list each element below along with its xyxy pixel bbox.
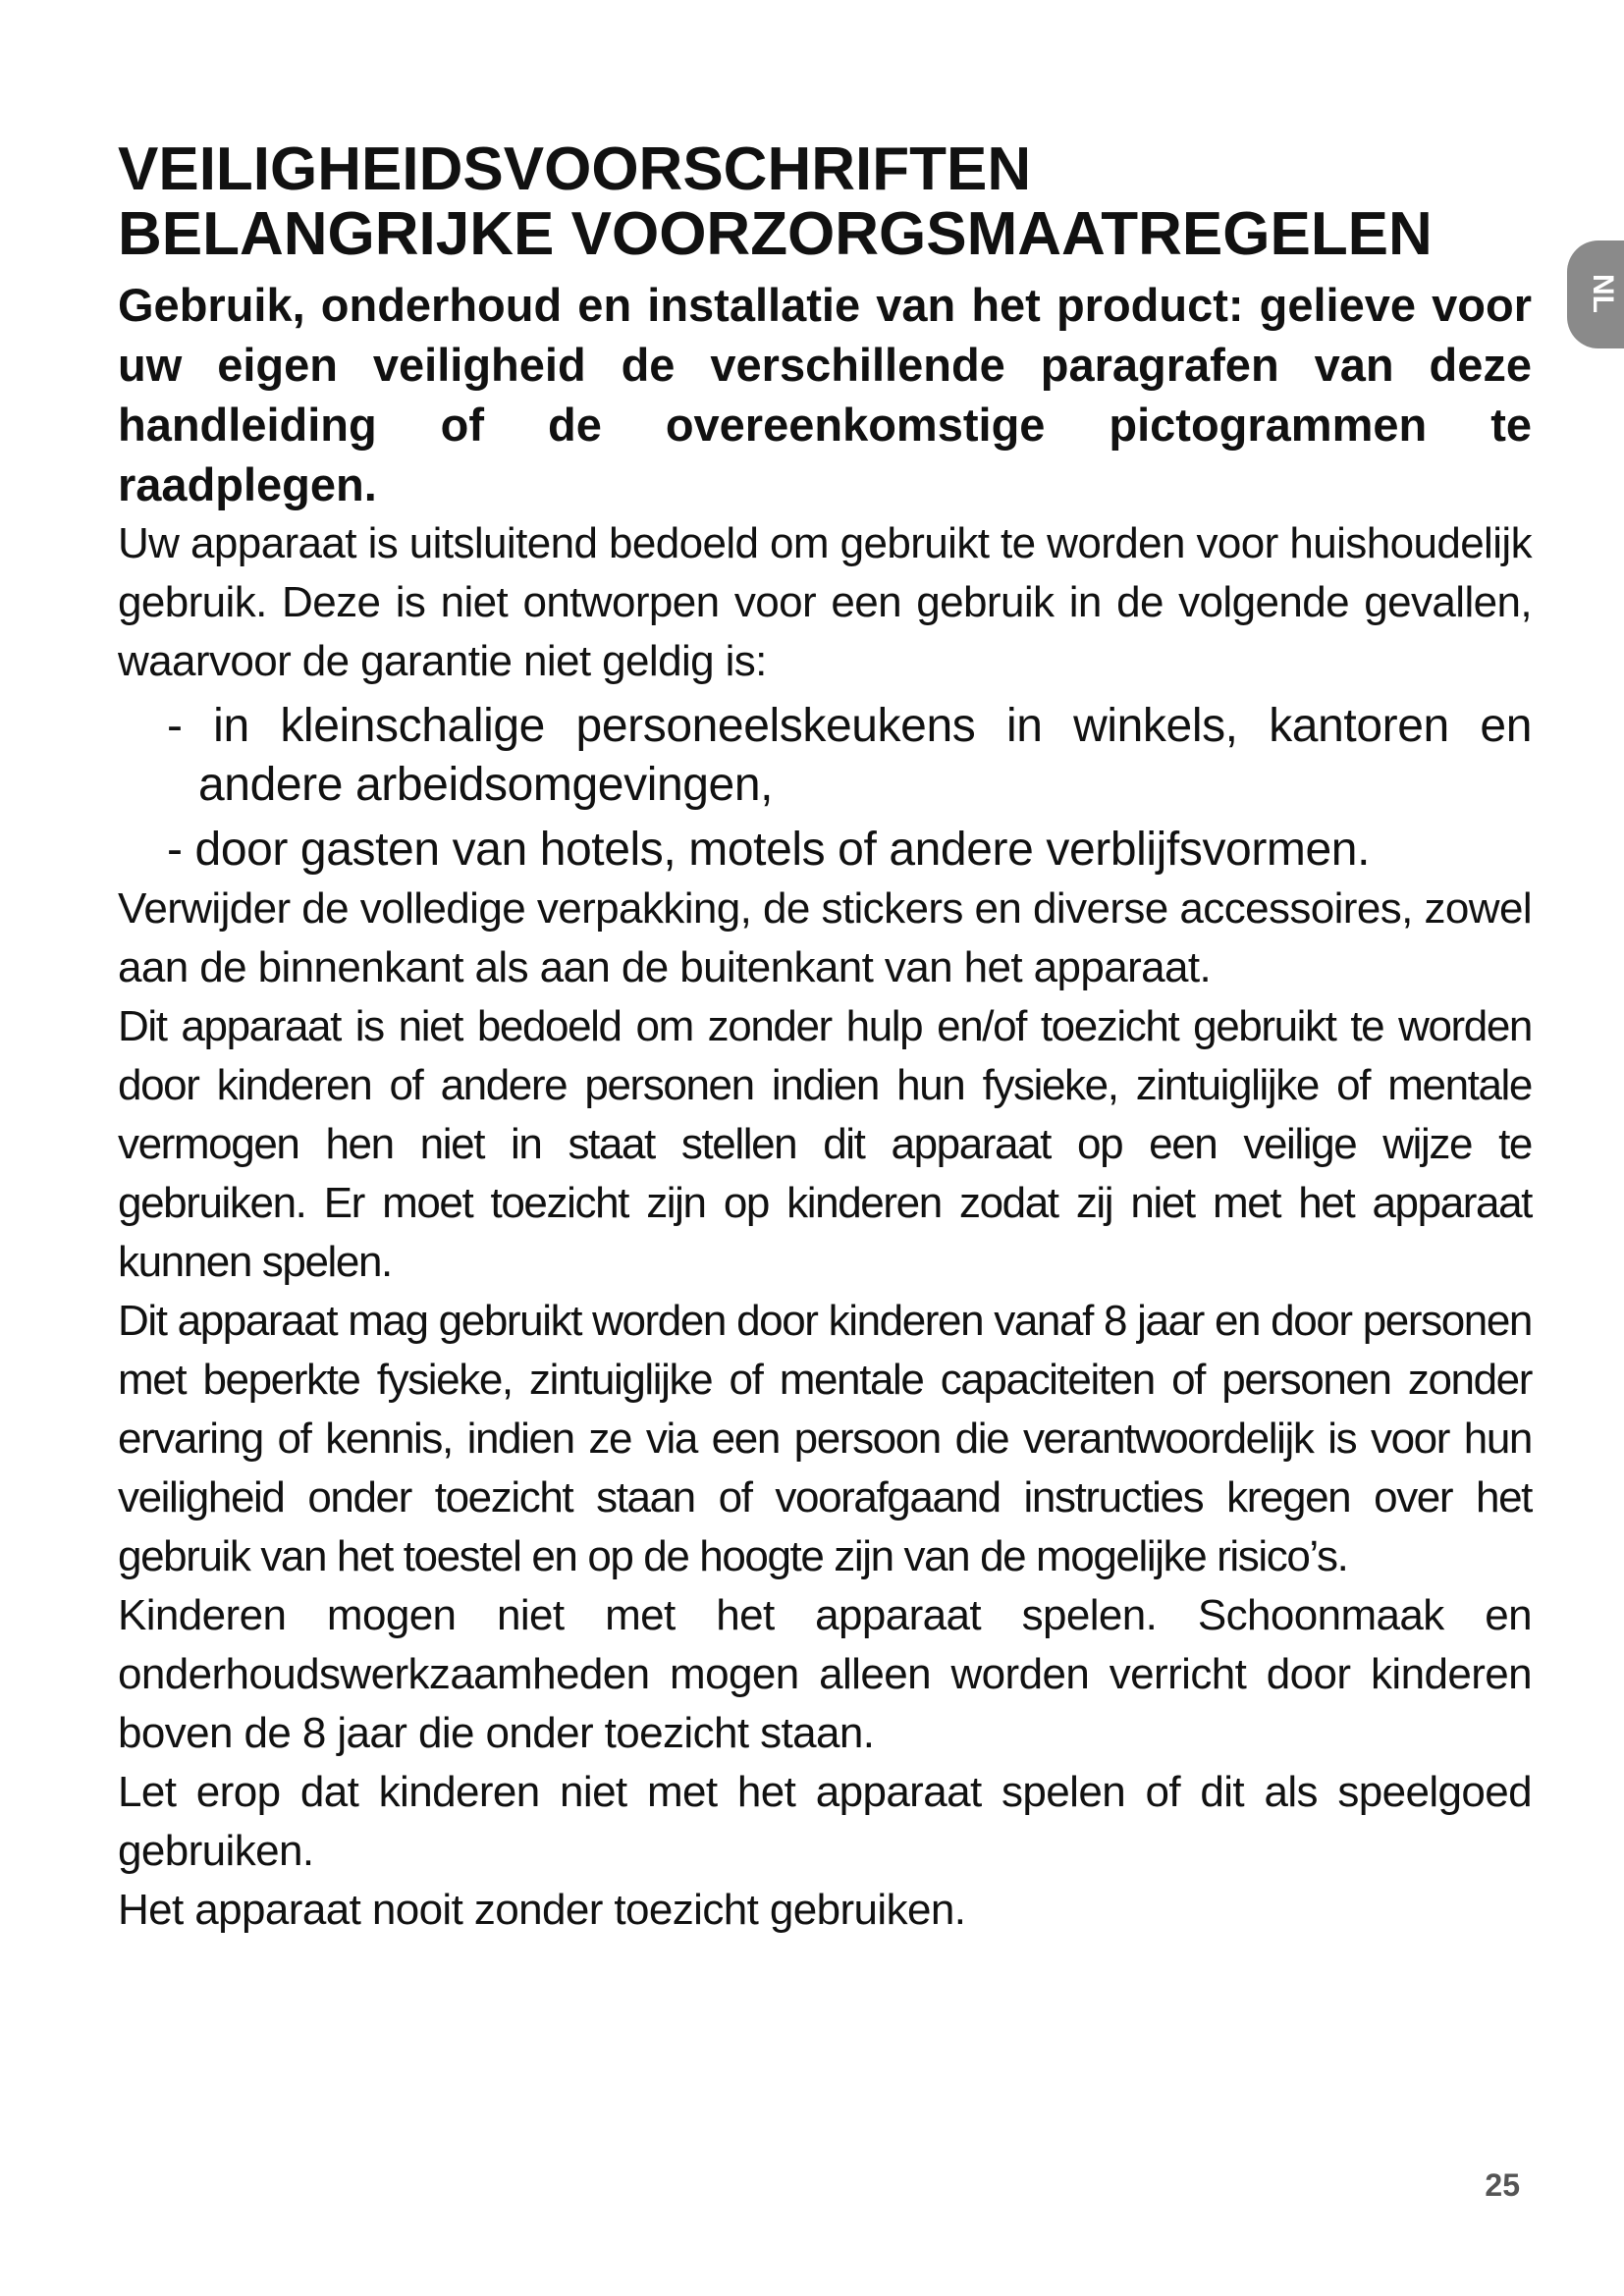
title-line-2: BELANGRIJKE VOORZORGSMAATREGELEN <box>118 200 1433 268</box>
page-number: 25 <box>1485 2167 1520 2203</box>
paragraph-unattended: Het apparaat nooit zonder toezicht gebruiken. <box>118 1886 966 1934</box>
bullet-hotel-guests: - door gasten van hotels, motels of andere verblijfsvormen. <box>167 824 1371 876</box>
paragraph-children-age: Dit apparaat mag gebruikt worden door kinderen vanaf 8 jaar en door personen met beperkte fysieke, zintuiglijke of mentale capaciteiten of personen zonder ervaring of kennis, indien ze via een persoon die verantwoordelijk is voor hun veiligheid onder toezicht staan of voorafgaand instructies kregen over het gebruik van het toestel en op de hoogte zijn van de mogelijke risico’s. <box>118 1297 1532 1580</box>
document-page <box>118 137 1532 1940</box>
paragraph-supervision: Dit apparaat is niet bedoeld om zonder hulp en/of toezicht gebruikt te worden door kinderen of andere personen indien hun fysieke, zintuiglijke of mentale vermogen hen niet in staat stellen dit apparaat op een veilige wijze te gebruiken. Er moet toezicht zijn op kinderen zodat zij niet met het apparaat kunnen spelen. <box>118 1002 1532 1286</box>
title-line-1: VEILIGHEIDSVOORSCHRIFTEN <box>118 135 1032 203</box>
paragraph-intended-use: Uw apparaat is uitsluitend bedoeld om gebruikt te worden voor huishoudelijk gebruik. Deze is niet ontworpen voor een gebruik in de volgende gevallen, waarvoor de garantie niet geldig is: <box>118 519 1532 685</box>
paragraph-cleaning: Kinderen mogen niet met het apparaat spelen. Schoonmaak en onderhoudswerkzaamheden mogen alleen worden verricht door kinderen boven de 8 jaar die onder toezicht staan. <box>118 1591 1532 1757</box>
language-tab <box>1567 240 1624 348</box>
paragraph-toy: Let erop dat kinderen niet met het apparaat spelen of dit als speelgoed gebruiken. <box>118 1768 1532 1875</box>
paragraph-packaging: Verwijder de volledige verpakking, de stickers en diverse accessoires, zowel aan de binnenkant als aan de buitenkant van het apparaat. <box>118 884 1532 991</box>
subtitle: Gebruik, onderhoud en installatie van het product: gelieve voor uw eigen veiligheid de verschillende paragrafen van deze handleiding of de overeenkomstige pictogrammen te raadplegen. <box>118 279 1532 510</box>
bullet-staff-kitchens: - in kleinschalige personeelskeukens in winkels, kantoren en andere arbeidsomgevingen, <box>167 700 1532 811</box>
language-tab-label: NL <box>1587 274 1619 313</box>
